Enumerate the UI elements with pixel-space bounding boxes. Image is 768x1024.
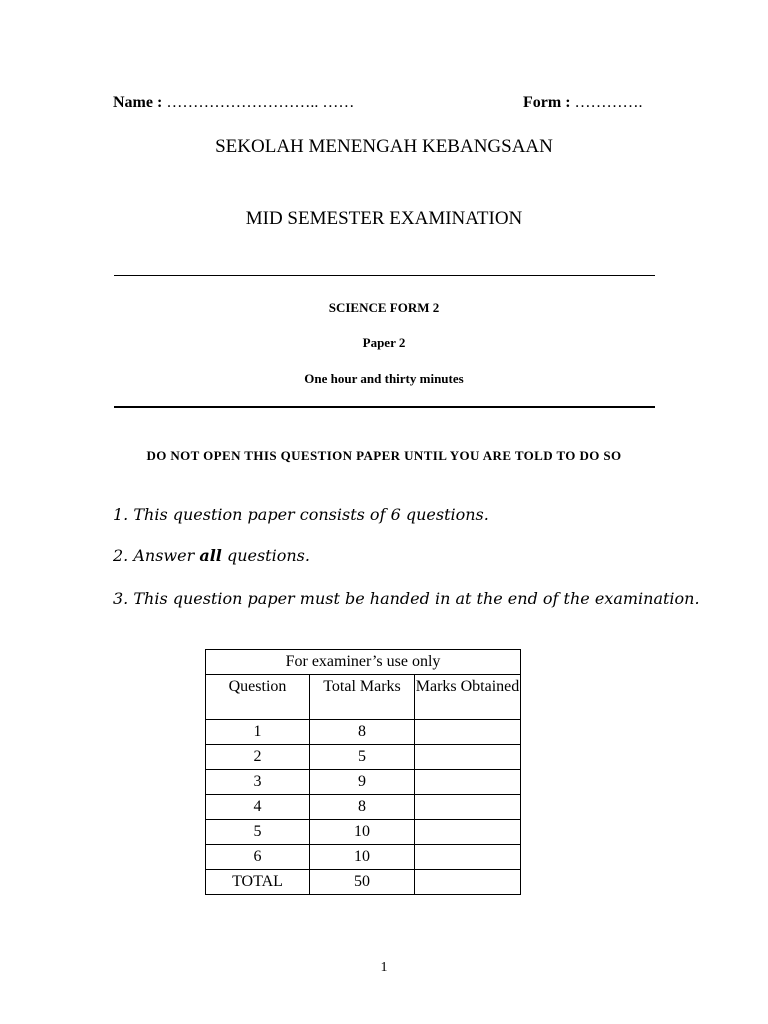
warning-notice: DO NOT OPEN THIS QUESTION PAPER UNTIL YOU ARE TOLD TO DO SO [146, 448, 622, 463]
name-blank: ……………………….. …… [166, 94, 355, 111]
instruction-1: 1. This question paper consists of 6 questions. [113, 505, 489, 524]
header-marks-obtained: Marks Obtained [415, 675, 521, 720]
header-question: Question [206, 675, 310, 720]
table-row [206, 770, 521, 795]
total-marks-value: 50 [310, 870, 415, 895]
total-marks-cell: 8 [310, 720, 415, 745]
table-row [206, 795, 521, 820]
total-marks-cell: 8 [310, 795, 415, 820]
exam-title: MID SEMESTER EXAMINATION [245, 208, 523, 229]
marks-obtained-cell [415, 845, 521, 870]
subject-title: SCIENCE FORM 2 [328, 300, 440, 315]
form-blank: …………. [574, 94, 643, 111]
paper-number: Paper 2 [362, 335, 406, 350]
question-cell: 6 [206, 845, 310, 870]
question-cell: 3 [206, 770, 310, 795]
marks-obtained-cell [415, 770, 521, 795]
question-cell: 5 [206, 820, 310, 845]
table-caption: For examiner’s use only [206, 650, 521, 675]
marks-obtained-cell [415, 720, 521, 745]
marks-obtained-cell [415, 795, 521, 820]
table-row [206, 845, 521, 870]
total-label: TOTAL [206, 870, 310, 895]
question-cell: 1 [206, 720, 310, 745]
marks-obtained-cell [415, 745, 521, 770]
header-total-marks: Total Marks [310, 675, 415, 720]
instruction-2 [113, 546, 310, 565]
instruction-2-post: questions. [221, 546, 310, 565]
table-row [206, 720, 521, 745]
examiner-marks-table [205, 649, 521, 895]
total-marks-cell: 5 [310, 745, 415, 770]
total-marks-cell: 10 [310, 845, 415, 870]
total-row [206, 870, 521, 895]
school-name: SEKOLAH MENENGAH KEBANGSAAN [215, 136, 553, 157]
name-field [113, 94, 354, 112]
form-field [523, 94, 643, 112]
total-marks-cell: 10 [310, 820, 415, 845]
marks-obtained-cell [415, 820, 521, 845]
table-row [206, 745, 521, 770]
total-marks-cell: 9 [310, 770, 415, 795]
question-cell: 2 [206, 745, 310, 770]
instruction-2-pre: 2. Answer [113, 546, 200, 565]
bottom-divider [114, 406, 655, 408]
table-row [206, 820, 521, 845]
page-number: 1 [380, 960, 388, 975]
exam-duration: One hour and thirty minutes [304, 371, 464, 386]
instruction-2-emphasis: all [199, 546, 222, 565]
instruction-3: 3. This question paper must be handed in at the end of the examination. [113, 589, 700, 608]
name-label: Name : [113, 94, 163, 111]
top-divider [114, 275, 655, 276]
form-label: Form : [523, 94, 571, 111]
question-cell: 4 [206, 795, 310, 820]
total-obtained-cell [415, 870, 521, 895]
